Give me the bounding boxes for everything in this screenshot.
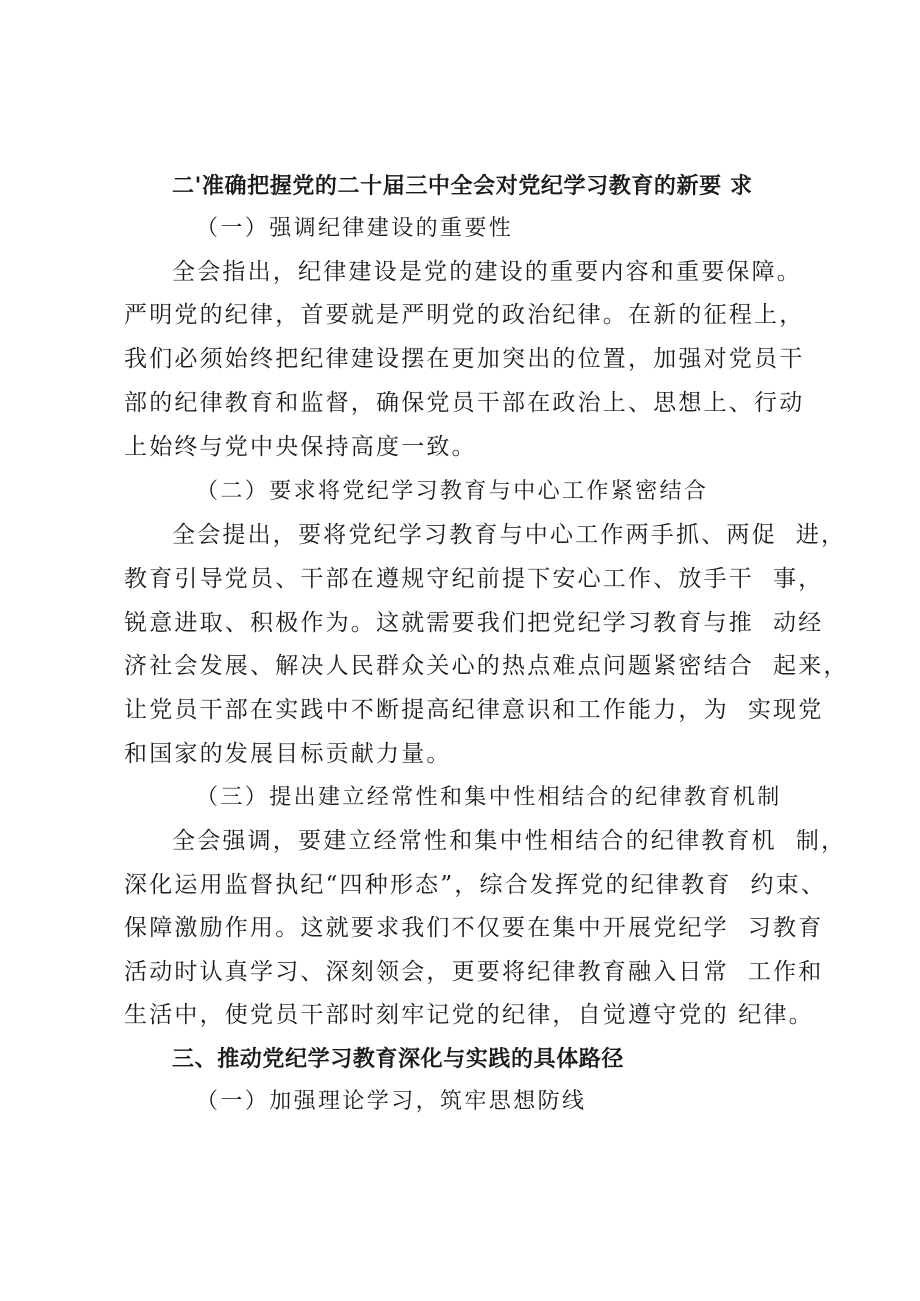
section-2-sub2-heading: （二）要求将党纪学习教育与中心工作紧密结合 <box>196 479 709 504</box>
paragraph-line: 和国家的发展目标贡献力量。 <box>124 741 452 767</box>
paragraph-line: 上始终与党中央保持高度一致。 <box>124 434 477 460</box>
paragraph-line: 锐意进取、积极作为。这就需要我们把党纪学习教育与推 动经 <box>124 610 824 636</box>
paragraph-line: 严明党的纪律，首要就是严明党的政治纪律。在新的征程上， <box>124 302 805 328</box>
paragraph-line: 活动时认真学习、深刻领会，更要将纪律教育融入日常 工作和 <box>124 959 824 985</box>
section-2-title: 二'准确把握党的二十届三中全会对党纪学习教育的新要 求 <box>172 174 753 199</box>
paragraph-line: 济社会发展、解决人民群众关心的热点难点问题紧密结合 起来， <box>124 653 849 679</box>
paragraph-line: 全会提出，要将党纪学习教育与中心工作两手抓、两促 进， <box>172 522 847 548</box>
paragraph-line: 生活中，使党员干部时刻牢记党的纪律，自觉遵守党的 纪律。 <box>124 1002 814 1028</box>
section-3-title: 三、推动党纪学习教育深化与实践的具体路径 <box>172 1047 625 1072</box>
paragraph-line: 部的纪律教育和监督，确保党员干部在政治上、思想上、行动 <box>124 390 805 416</box>
paragraph-line: 全会指出，纪律建设是党的建设的重要内容和重要保障。 <box>172 259 802 285</box>
section-3-sub1-heading: （一）加强理论学习，筑牢思想防线 <box>196 1089 587 1114</box>
paragraph-line: 让党员干部在实践中不断提高纪律意识和工作能力，为 实现党 <box>124 697 824 723</box>
section-2-sub1-heading: （一）强调纪律建设的重要性 <box>196 216 514 241</box>
section-2-sub3-heading: （三）提出建立经常性和集中性相结合的纪律教育机制 <box>196 785 782 810</box>
paragraph-line: 深化运用监督执纪“四种形态”，综合发挥党的纪律教育 约束、 <box>124 872 827 898</box>
paragraph-line: 教育引导党员、干部在遵规守纪前提下安心工作、放手干 事， <box>124 566 824 592</box>
paragraph-line: 保障激励作用。这就要求我们不仅要在集中开展党纪学 习教育 <box>124 915 824 941</box>
paragraph-line: 我们必须始终把纪律建设摆在更加突出的位置，加强对党员干 <box>124 346 805 372</box>
paragraph-line: 全会强调，要建立经常性和集中性相结合的纪律教育机 制， <box>172 828 847 854</box>
